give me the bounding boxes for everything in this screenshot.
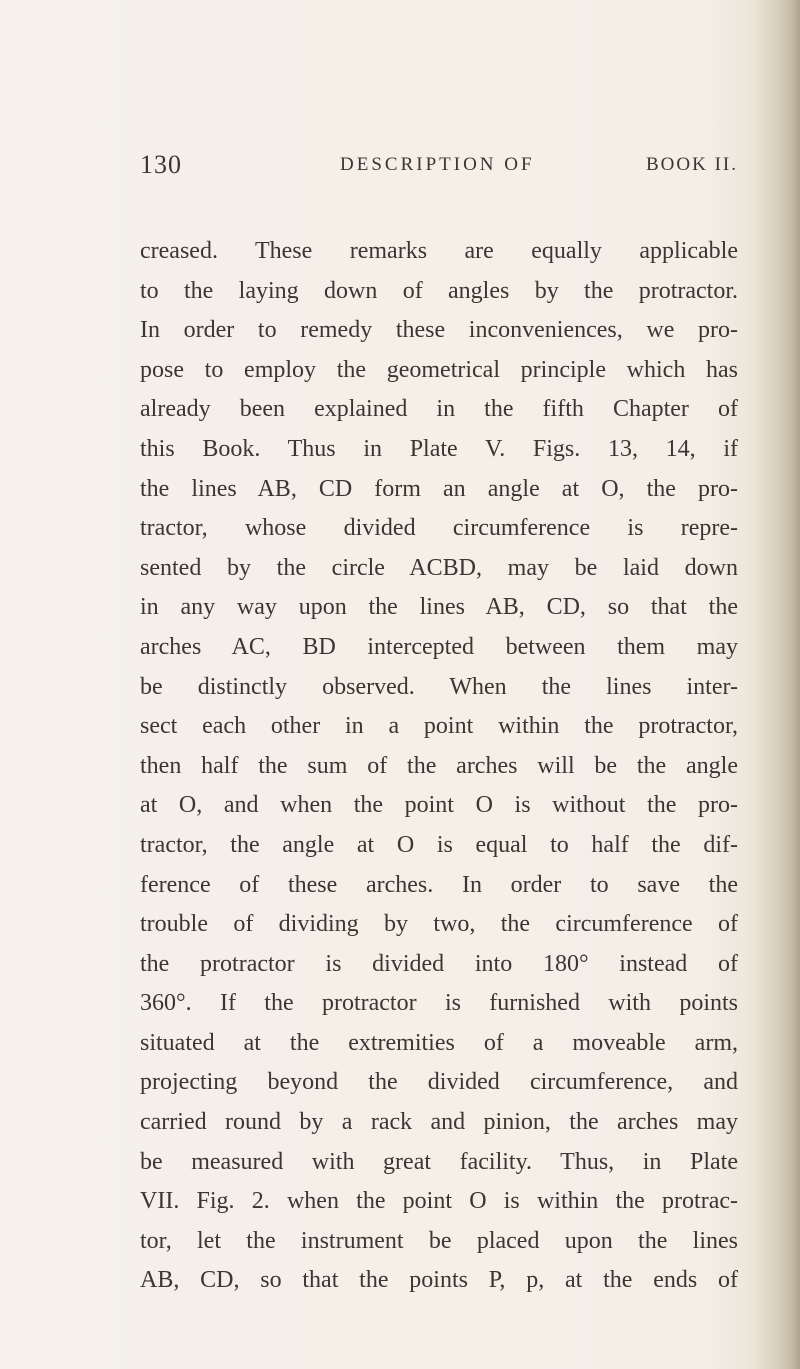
running-head bbox=[140, 150, 738, 184]
text-line: pose to employ the geometrical principle which has bbox=[140, 356, 738, 383]
text-line: VII. Fig. 2. when the point O is within the protrac- bbox=[140, 1188, 738, 1215]
text-line: then half the sum of the arches will be the angle bbox=[140, 752, 738, 779]
text-line: 360°. If the protractor is furnished with points bbox=[140, 990, 738, 1017]
text-line: sented by the circle ACBD, may be laid down bbox=[140, 554, 738, 581]
text-line: in any way upon the lines AB, CD, so that the bbox=[140, 594, 738, 621]
body-text bbox=[140, 232, 738, 1301]
text-line: ference of these arches. In order to save the bbox=[140, 871, 738, 898]
text-line: AB, CD, so that the points P, p, at the ends of bbox=[140, 1267, 738, 1294]
running-head-book: BOOK II. bbox=[646, 154, 738, 175]
text-line: tractor, the angle at O is equal to half the dif- bbox=[140, 831, 738, 858]
running-head-title: DESCRIPTION OF bbox=[340, 154, 535, 175]
text-line: be measured with great facility. Thus, in Plate bbox=[140, 1148, 738, 1175]
text-line: sect each other in a point within the protractor, bbox=[140, 713, 738, 740]
text-line: tor, let the instrument be placed upon the lines bbox=[140, 1227, 738, 1254]
text-line: tractor, whose divided circumference is repre- bbox=[140, 515, 738, 542]
text-line: the lines AB, CD form an angle at O, the pro- bbox=[140, 475, 738, 502]
page-edge-shadow bbox=[778, 0, 800, 1369]
text-line: the protractor is divided into 180° instead of bbox=[140, 950, 738, 977]
text-line: at O, and when the point O is without the pro- bbox=[140, 792, 738, 819]
text-line: already been explained in the fifth Chapter of bbox=[140, 396, 738, 423]
text-line: projecting beyond the divided circumference, and bbox=[140, 1069, 738, 1096]
page-number: 130 bbox=[140, 150, 182, 179]
text-line: In order to remedy these inconveniences, we pro- bbox=[140, 317, 738, 344]
text-line: this Book. Thus in Plate V. Figs. 13, 14, if bbox=[140, 435, 738, 462]
text-line: trouble of dividing by two, the circumference of bbox=[140, 911, 738, 938]
text-line: situated at the extremities of a moveable arm, bbox=[140, 1029, 738, 1056]
text-line: be distinctly observed. When the lines inter- bbox=[140, 673, 738, 700]
text-line: arches AC, BD intercepted between them may bbox=[140, 633, 738, 660]
text-line: carried round by a rack and pinion, the arches may bbox=[140, 1109, 738, 1136]
text-line: to the laying down of angles by the protractor. bbox=[140, 277, 738, 304]
text-line: creased. These remarks are equally applicable bbox=[140, 238, 738, 264]
